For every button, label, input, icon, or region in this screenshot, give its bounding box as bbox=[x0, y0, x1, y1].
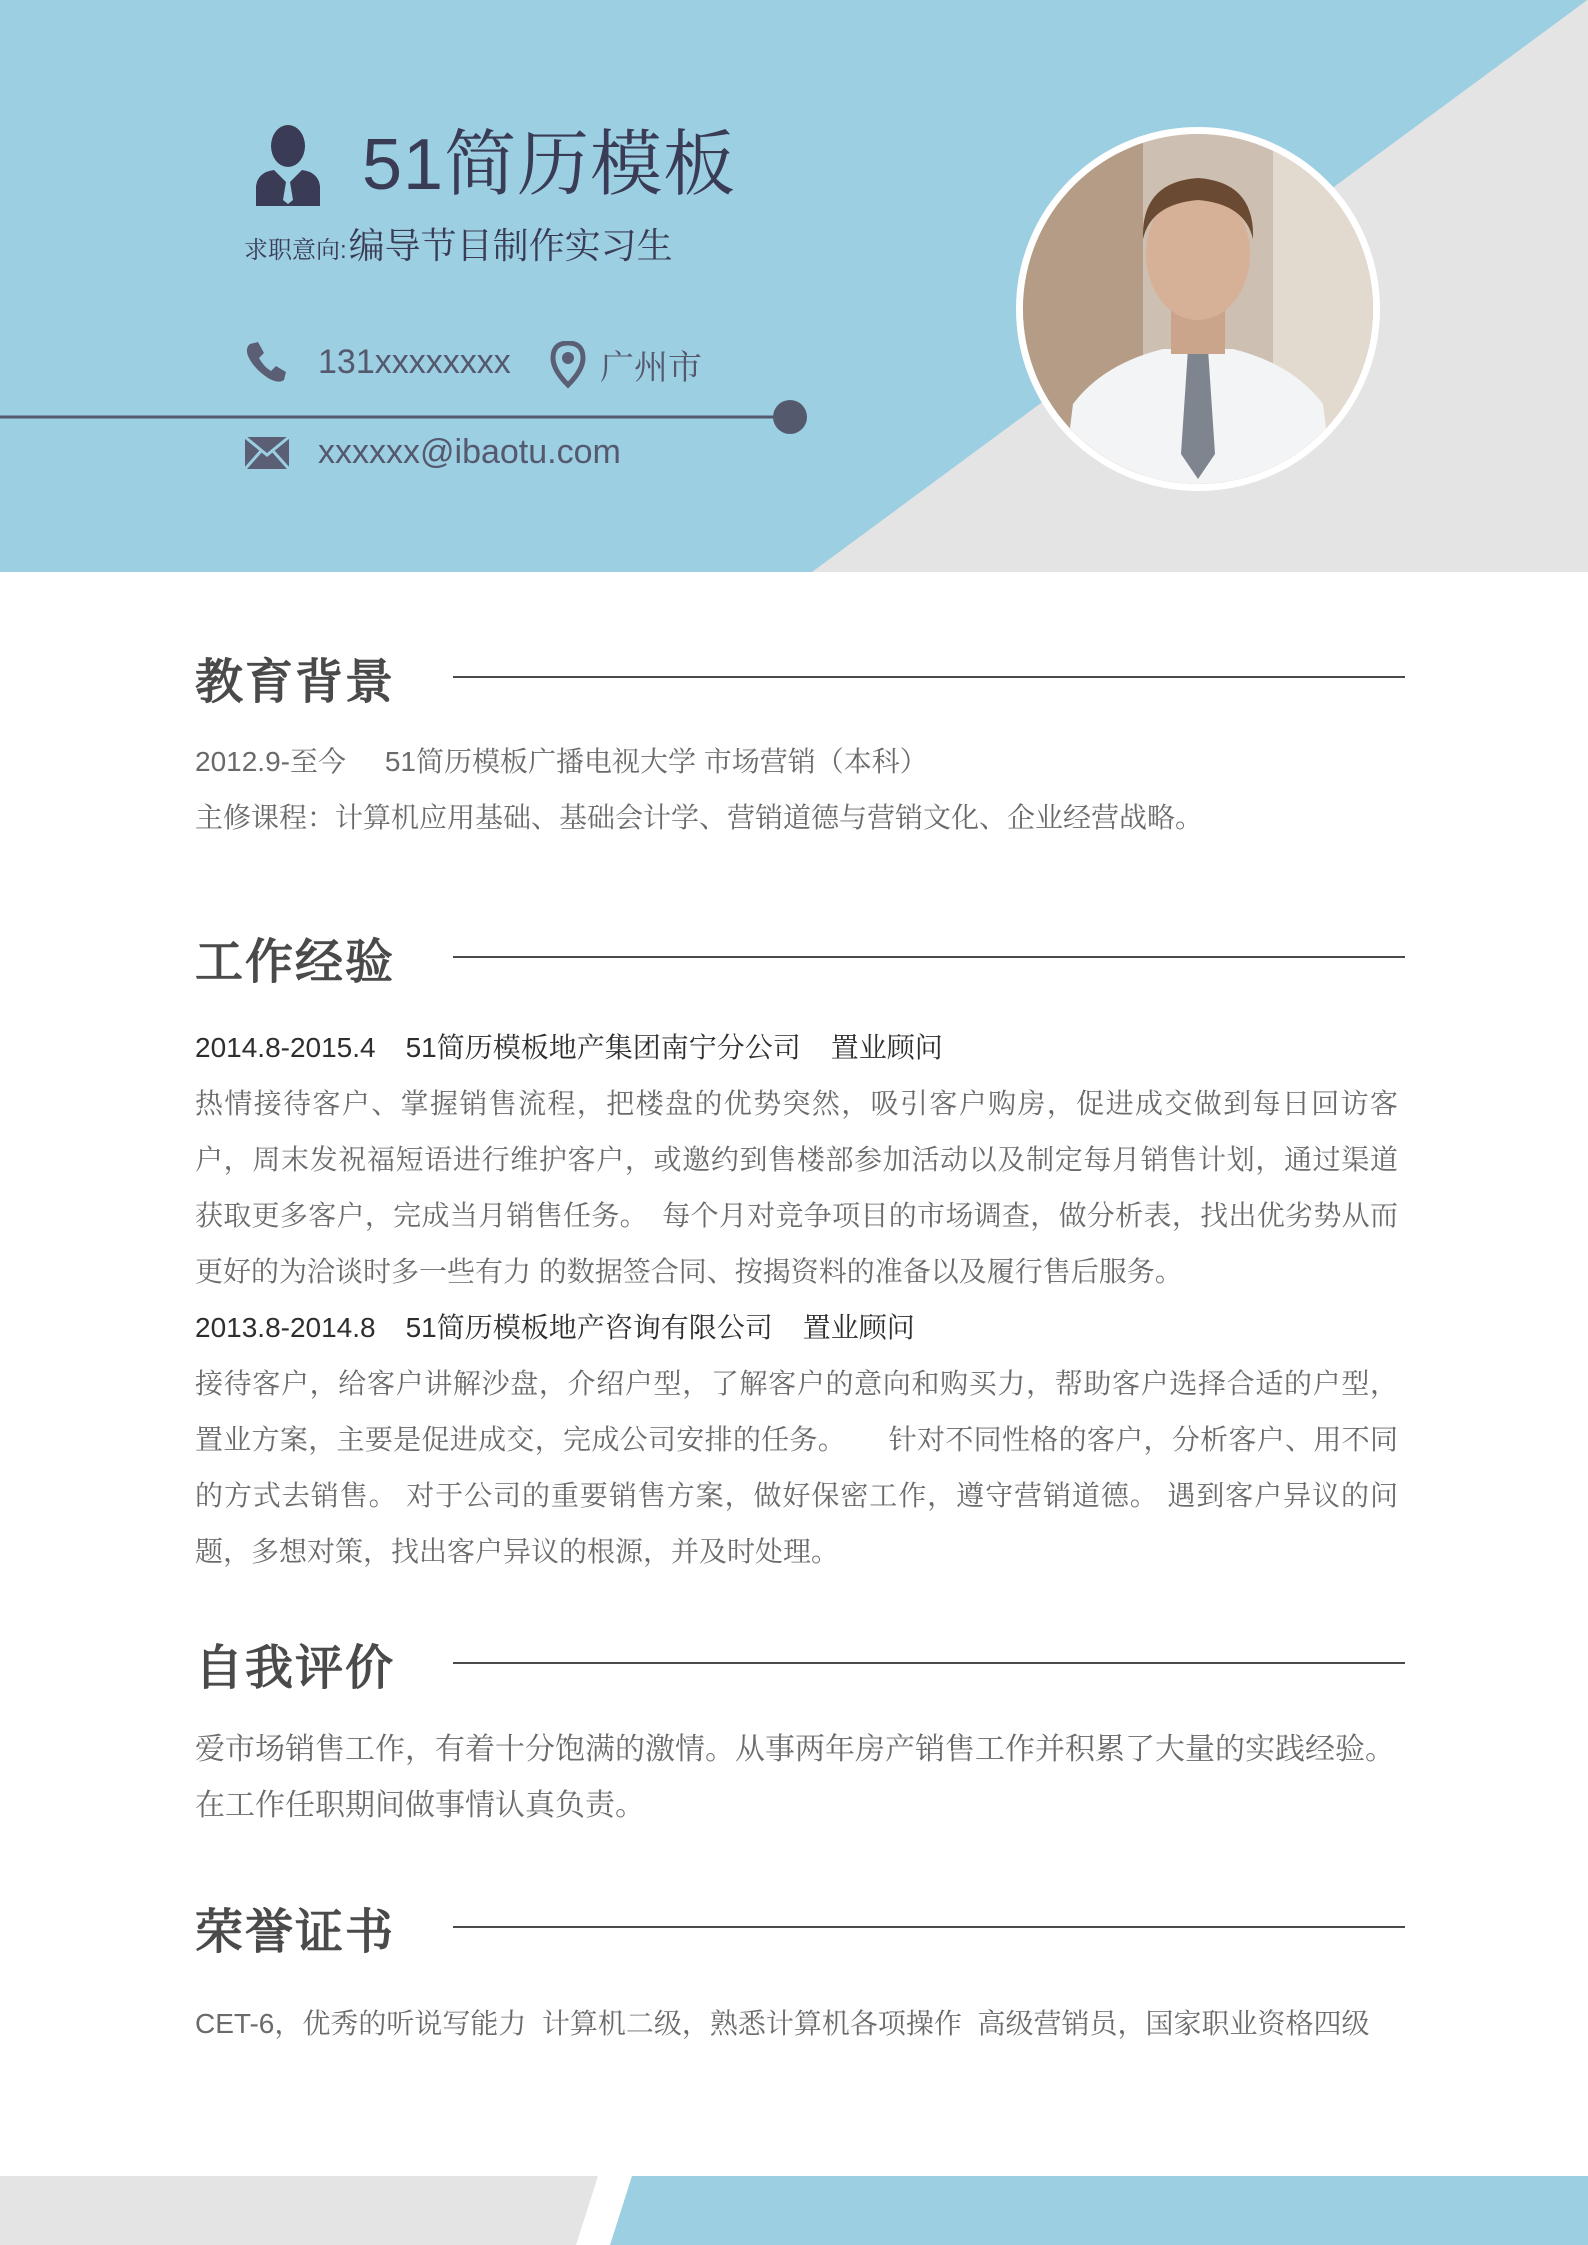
mail-icon bbox=[244, 436, 290, 470]
city-name: 广州市 bbox=[600, 349, 702, 387]
education-line-2: 主修课程：计算机应用基础、基础会计学、营销道德与营销文化、企业经营战略。 bbox=[195, 802, 1204, 833]
self-evaluation-header bbox=[195, 1628, 1405, 1698]
job-intent-label: 求职意向: bbox=[244, 237, 347, 264]
job-1-description: 热情接待客户、掌握销售流程，把楼盘的优势突然，吸引客户购房，促进成交做到每日回访客户，周末发祝福短语进行维护客户，或邀约到售楼部参加活动以及制定每月销售计划，通过渠道获取更多客户，完成当月销售任务。 每个月对竞争项目的市场调查，做分析表，找出优劣势从而更好的为洽谈时多一些有力 的数据签合同、按揭资料的准备以及履行售后服务。 bbox=[195, 1088, 1398, 1287]
self-evaluation-title-rule bbox=[453, 1662, 1405, 1664]
self-evaluation-line-2: 在工作任职期间做事情认真负责。 bbox=[195, 1789, 645, 1822]
work-title-rule bbox=[453, 956, 1405, 958]
location-pin-icon bbox=[550, 341, 586, 389]
job-intent bbox=[244, 218, 673, 269]
honors-line-1: CET-6，优秀的听说写能力 计算机二级，熟悉计算机各项操作 高级营销员，国家职业资格四级 bbox=[195, 2008, 1370, 2039]
job-2-company: 51简历模板地产咨询有限公司 bbox=[405, 1312, 773, 1343]
self-evaluation-line-1: 爱市场销售工作，有着十分饱满的激情。从事两年房产销售工作并积累了大量的实践经验。 bbox=[195, 1733, 1395, 1766]
name-row bbox=[256, 120, 736, 210]
work-section bbox=[195, 922, 1405, 1580]
education-line-1: 2012.9-至今 51简历模板广播电视大学 市场营销（本科） bbox=[195, 746, 928, 777]
job-2-heading bbox=[195, 1300, 1405, 1356]
job-2-description: 接待客户，给客户讲解沙盘，介绍户型，了解客户的意向和购买力，帮助客户选择合适的户型，置业方案，主要是促进成交，完成公司安排的任务。 针对不同性格的客户，分析客户、用不同的方式去销售。 对于公司的重要销售方案，做好保密工作，遵守营销道德。 遇到客户异议的问题，多想对策，找出客户异议的根源，并及时处理。 bbox=[195, 1368, 1398, 1567]
job-1-heading bbox=[195, 1020, 1405, 1076]
contact-phone bbox=[244, 340, 511, 384]
person-icon bbox=[256, 124, 320, 206]
contact-city bbox=[550, 340, 702, 389]
education-section bbox=[195, 642, 1405, 846]
header-divider-dot bbox=[773, 400, 807, 434]
candidate-name: 51简历模板 bbox=[362, 125, 737, 205]
footer-gray-block bbox=[0, 2176, 598, 2245]
phone-icon bbox=[244, 340, 288, 384]
self-evaluation-title: 自我评价 bbox=[195, 1641, 396, 1695]
job-1-period: 2014.8-2015.4 bbox=[195, 1032, 376, 1063]
footer-blue-block bbox=[610, 2176, 1588, 2245]
work-header bbox=[195, 922, 1405, 992]
work-title: 工作经验 bbox=[195, 935, 396, 989]
honors-section bbox=[195, 1892, 1405, 2052]
profile-photo bbox=[1016, 127, 1380, 491]
job-1-role: 置业顾问 bbox=[830, 1032, 943, 1063]
honors-title: 荣誉证书 bbox=[195, 1905, 396, 1959]
education-title: 教育背景 bbox=[195, 655, 396, 709]
education-title-rule bbox=[453, 676, 1405, 678]
honors-title-rule bbox=[453, 1926, 1405, 1928]
honors-header bbox=[195, 1892, 1405, 1962]
education-header bbox=[195, 642, 1405, 712]
contact-email bbox=[244, 433, 621, 472]
self-evaluation-section bbox=[195, 1628, 1405, 1834]
job-2-period: 2013.8-2014.8 bbox=[195, 1312, 376, 1343]
profile-photo-image bbox=[1023, 134, 1373, 484]
phone-number: 131xxxxxxxx bbox=[318, 342, 511, 381]
footer-band bbox=[0, 2176, 1588, 2245]
job-2-role: 置业顾问 bbox=[802, 1312, 915, 1343]
job-intent-value: 编导节目制作实习生 bbox=[348, 225, 673, 266]
email-address: xxxxxx@ibaotu.com bbox=[318, 433, 621, 471]
resume-header bbox=[0, 0, 1588, 572]
job-1-company: 51简历模板地产集团南宁分公司 bbox=[405, 1032, 801, 1063]
